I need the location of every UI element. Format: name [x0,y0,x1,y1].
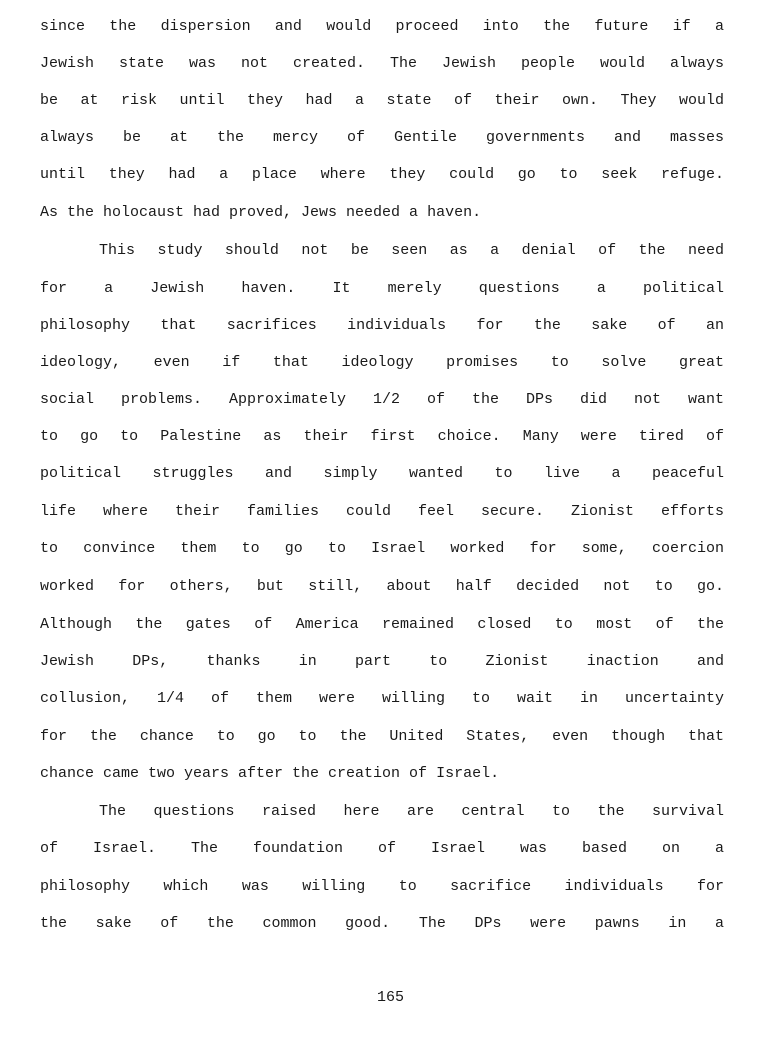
text-line: to convince them to go to Israel worked for some, coercion [40,540,724,557]
text-line: ideology, even if that ideology promises to solve great [40,354,724,371]
text-line: social problems. Approximately 1/2 of the DPs did not want [40,391,724,408]
text-line: political struggles and simply wanted to live a peaceful [40,465,724,482]
text-line: chance came two years after the creation of Israel. [40,765,500,782]
text-line: Jewish DPs, thanks in part to Zionist inaction and [40,653,724,670]
text-line: life where their families could feel secure. Zionist efforts [40,503,724,520]
text-line: the sake of the common good. The DPs were pawns in a [40,915,724,932]
text-line: since the dispersion and would proceed into the future if a [40,18,724,35]
text-line: This study should not be seen as a denial of the need [99,242,724,259]
text-line: philosophy which was willing to sacrifice individuals for [40,878,724,895]
text-line: for a Jewish haven. It merely questions a political [40,280,724,297]
text-line: The questions raised here are central to the survival [99,803,724,820]
text-line: As the holocaust had proved, Jews needed a haven. [40,204,482,221]
text-line: Although the gates of America remained closed to most of the [40,616,724,633]
text-line: Jewish state was not created. The Jewish people would always [40,55,724,72]
text-line: always be at the mercy of Gentile governments and masses [40,129,724,146]
text-line: philosophy that sacrifices individuals for the sake of an [40,317,724,334]
text-line: be at risk until they had a state of their own. They would [40,92,724,109]
text-line: to go to Palestine as their first choice. Many were tired of [40,428,724,445]
text-line: for the chance to go to the United States, even though that [40,728,724,745]
text-line: collusion, 1/4 of them were willing to wait in uncertainty [40,690,724,707]
text-line: worked for others, but still, about half decided not to go. [40,578,724,595]
page-number: 165 [376,989,404,1006]
text-line: until they had a place where they could go to seek refuge. [40,166,724,183]
text-line: of Israel. The foundation of Israel was based on a [40,840,724,857]
